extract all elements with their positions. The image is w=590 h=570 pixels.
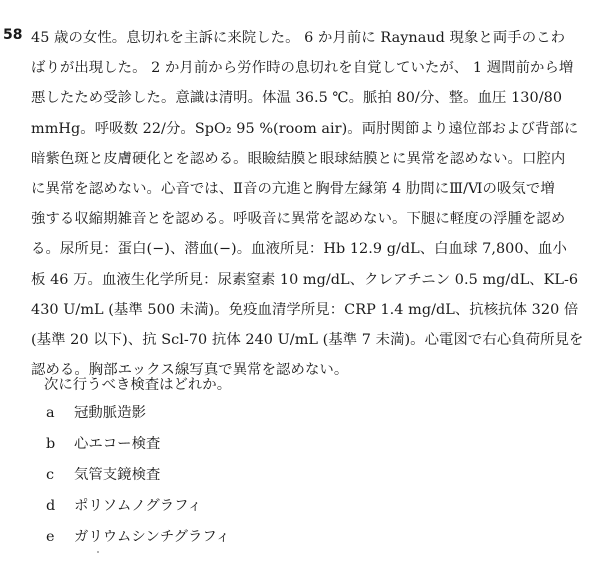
choice-letter: e bbox=[46, 529, 55, 545]
choice-e[interactable] bbox=[44, 522, 230, 553]
answer-choices bbox=[44, 398, 230, 553]
stem-line: に異常を認めない。心音では、Ⅱ音の亢進と胸骨左縁第 4 肋間にⅢ/Ⅵの吸気で増 bbox=[31, 180, 555, 197]
stem-line: 認める。胸部エックス線写真で異常を認めない。 bbox=[31, 362, 349, 379]
choice-text: ガリウムシンチグラフィ bbox=[74, 529, 231, 545]
stem-line: (基準 20 以下)、抗 Scl-70 抗体 240 U/mL (基準 7 未満)。心電図で右心負荷所見を bbox=[31, 331, 584, 348]
stem-line: mmHg。呼吸数 22/分。SpO₂ 95 %(room air)。両肘関節より遠位部および背部に bbox=[31, 120, 579, 137]
choice-c[interactable] bbox=[44, 460, 230, 491]
question-number: 58 bbox=[3, 27, 23, 43]
choice-letter: b bbox=[46, 436, 56, 452]
stem-line: 暗紫色斑と皮膚硬化とを認める。眼瞼結膜と眼球結膜とに異常を認めない。口腔内 bbox=[31, 150, 566, 167]
choice-a[interactable] bbox=[44, 398, 230, 429]
choice-text: ポリソムノグラフィ bbox=[74, 498, 202, 514]
choice-letter: d bbox=[46, 498, 56, 514]
choice-letter: a bbox=[46, 405, 55, 421]
choice-letter: c bbox=[46, 467, 55, 483]
stem-line: 430 U/mL (基準 500 未満)。免疫血清学所見：CRP 1.4 mg/dL、抗核抗体 320 倍 bbox=[31, 301, 579, 318]
choice-text: 冠動脈造影 bbox=[74, 405, 146, 421]
choice-text: 気管支鏡検査 bbox=[74, 467, 161, 483]
stem-line: る。尿所見：蛋白(−)、潜血(−)。血液所見：Hb 12.9 g/dL、白血球 7,800、血小 bbox=[31, 241, 567, 258]
scan-speck bbox=[97, 551, 99, 553]
stem-line: ばりが出現した。 2 か月前から労作時の息切れを自覚していたが、 1 週間前から増 bbox=[31, 60, 574, 77]
choice-text: 心エコー検査 bbox=[74, 436, 161, 452]
stem-line: 悪したため受診した。意識は清明。体温 36.5 ℃。脈拍 80/分、整。血圧 130/80 bbox=[31, 90, 563, 107]
question-prompt: 次に行うべき検査はどれか。 bbox=[44, 377, 232, 393]
stem-line: 板 46 万。血液生化学所見：尿素窒素 10 mg/dL、クレアチニン 0.5 mg/dL、KL-6 bbox=[31, 271, 579, 288]
stem-line: 強する収縮期雑音とを認める。呼吸音に異常を認めない。下腿に軽度の浮腫を認め bbox=[31, 211, 566, 228]
stem-line: 45 歳の女性。息切れを主訴に来院した。 6 か月前に Raynaud 現象と両手のこわ bbox=[31, 30, 566, 46]
question-stem bbox=[31, 23, 587, 385]
choice-d[interactable] bbox=[44, 491, 230, 522]
choice-b[interactable] bbox=[44, 429, 230, 460]
